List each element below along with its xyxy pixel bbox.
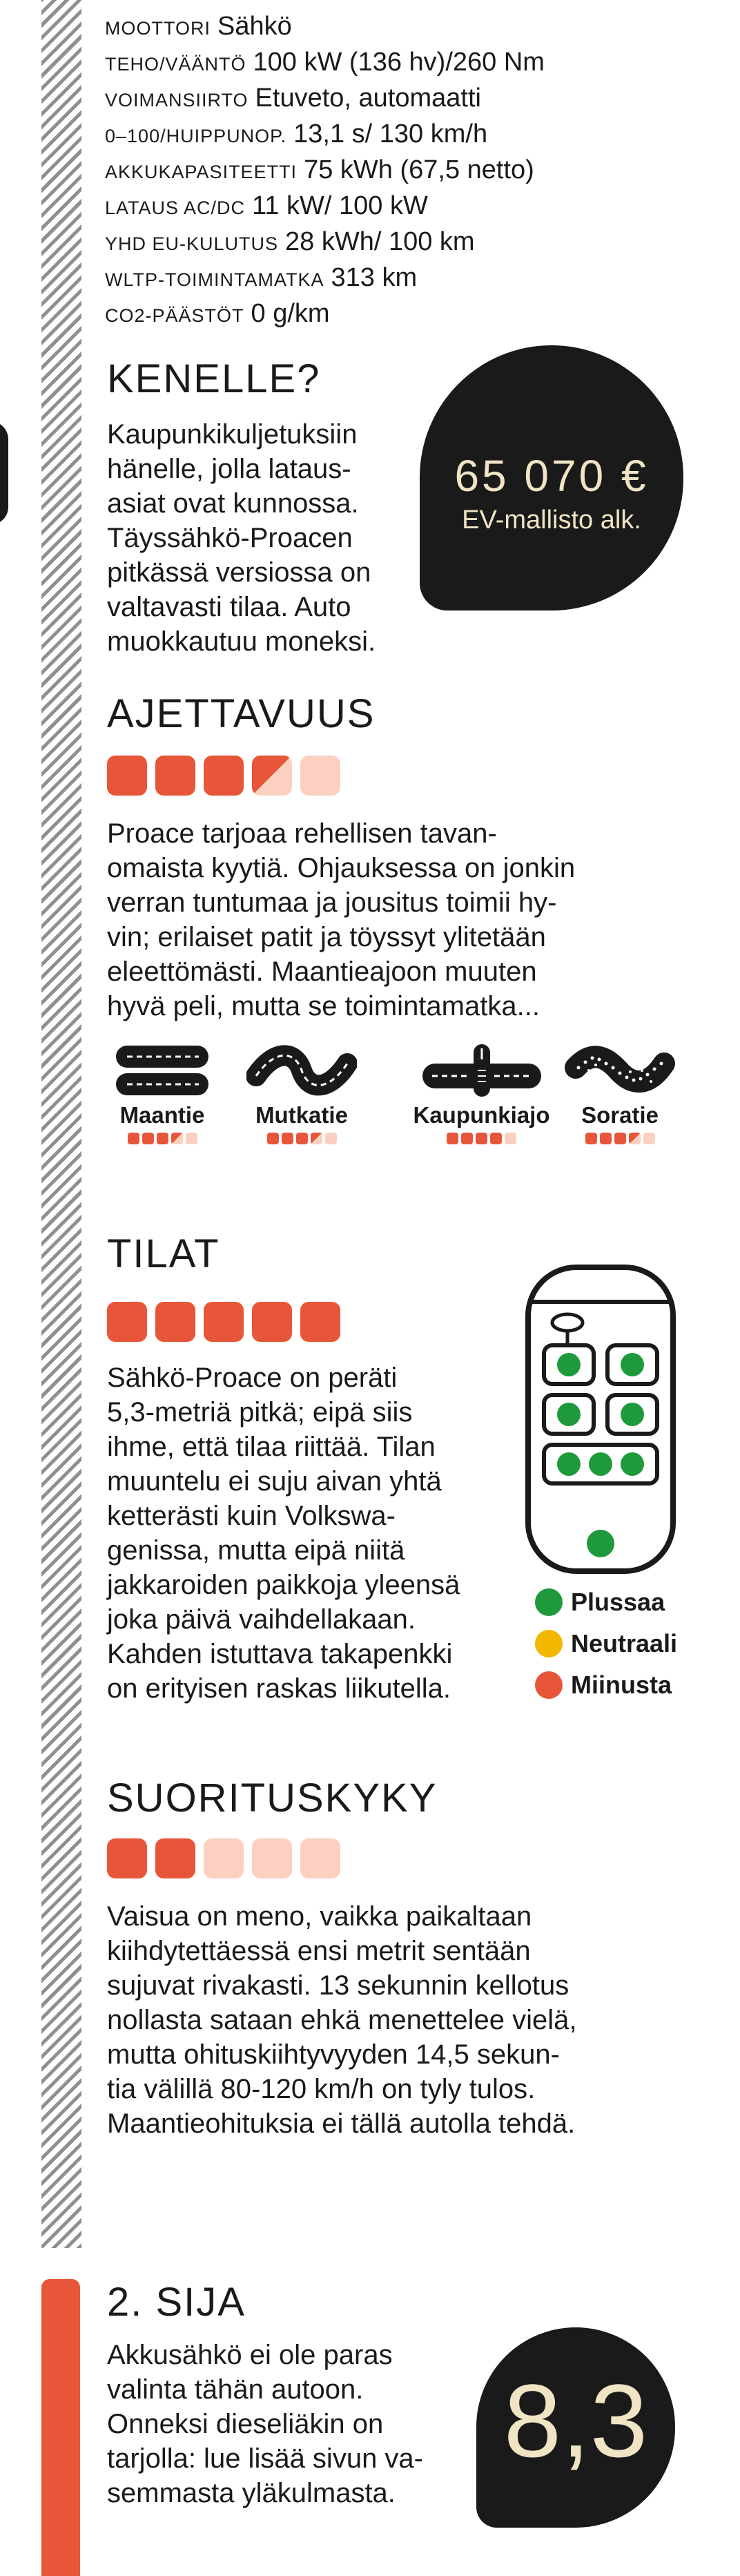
text-line: on erityisen raskas liikutella. bbox=[107, 1673, 451, 1704]
rating-square bbox=[252, 1838, 292, 1878]
text-line: hyvä peli, mutta se toimintamatka... bbox=[107, 991, 540, 1021]
spec-value: Etuveto, automaatti bbox=[255, 84, 481, 113]
rating-square bbox=[186, 1133, 197, 1144]
text-line: tarjolla: lue lisää sivun va- bbox=[107, 2443, 423, 2474]
text-line: Maantieohituksia ei tällä autolla tehdä. bbox=[107, 2108, 576, 2139]
text-line: semmasta yläkulmasta. bbox=[107, 2478, 396, 2508]
rating-square bbox=[300, 1838, 340, 1878]
spec-key: WLTP-TOIMINTAMATKA bbox=[105, 269, 324, 290]
text-line: valinta tähän autoon. bbox=[107, 2374, 364, 2405]
rating-square bbox=[204, 1838, 244, 1878]
rating-square bbox=[300, 756, 340, 796]
spec-key: AKKUKAPASITEETTI bbox=[105, 162, 298, 182]
rating-square bbox=[447, 1133, 458, 1144]
text-line: Vaisua on meno, vaikka paikaltaan bbox=[107, 1901, 532, 1932]
rating-square bbox=[107, 1838, 147, 1878]
rating-square bbox=[267, 1133, 279, 1144]
ajettavuus-text bbox=[107, 816, 575, 1023]
rating-square bbox=[128, 1133, 139, 1144]
text-line: genissa, mutta eipä niitä bbox=[107, 1535, 405, 1566]
rating-square bbox=[204, 756, 244, 796]
rating-square bbox=[476, 1133, 487, 1144]
text-line: nollasta sataan ehkä menettelee vielä, bbox=[107, 2005, 577, 2035]
road-maantie bbox=[107, 1043, 217, 1144]
winding-road-icon bbox=[246, 1043, 357, 1098]
text-line: asiat ovat kunnossa. bbox=[107, 488, 359, 519]
legend-label: Neutraali bbox=[571, 1629, 678, 1657]
seat-legend bbox=[535, 1582, 677, 1706]
spec-value: 11 kW/ 100 kW bbox=[252, 191, 428, 220]
rating-square bbox=[252, 756, 292, 796]
price-note: EV-mallisto alk. bbox=[462, 506, 641, 535]
text-line: tia välillä 80-120 km/h on tyly tulos. bbox=[107, 2074, 536, 2104]
text-line: Proace tarjoaa rehellisen tavan- bbox=[107, 818, 497, 849]
road-rating bbox=[243, 1133, 360, 1144]
spec-row bbox=[105, 116, 545, 152]
city-road-icon bbox=[421, 1043, 543, 1098]
rating-square bbox=[155, 1302, 195, 1342]
rating-square bbox=[643, 1133, 655, 1144]
spec-key: 0–100/HUIPPUNOP. bbox=[105, 126, 287, 146]
spec-list bbox=[105, 8, 545, 331]
text-line: muokkautuu moneksi. bbox=[107, 626, 376, 657]
rating-square bbox=[629, 1133, 641, 1144]
rating-square bbox=[614, 1133, 626, 1144]
spec-value: 100 kW (136 hv)/260 Nm bbox=[253, 48, 545, 77]
text-line: Täyssähkö-Proacen bbox=[107, 523, 353, 553]
ajettavuus-rating bbox=[107, 756, 340, 796]
rating-square bbox=[252, 1302, 292, 1342]
rating-square bbox=[157, 1133, 168, 1144]
text-line: omaista kyytiä. Ohjauksessa on jonkin bbox=[107, 853, 576, 883]
spec-row bbox=[105, 80, 545, 116]
legend-dot-neutral bbox=[535, 1630, 563, 1657]
text-line: hänelle, jolla lataus- bbox=[107, 454, 351, 484]
road-label: Mutkatie bbox=[255, 1102, 348, 1128]
spec-row bbox=[105, 152, 545, 188]
rating-square bbox=[505, 1133, 516, 1144]
spec-key: YHD EU-KULUTUS bbox=[105, 233, 279, 254]
seat-layout-diagram bbox=[525, 1264, 676, 1575]
text-line: ihme, että tilaa riittää. Tilan bbox=[107, 1432, 436, 1462]
rank-heading: 2. SIJA bbox=[107, 2280, 246, 2325]
road-soratie bbox=[565, 1043, 675, 1144]
spec-row bbox=[105, 188, 545, 224]
rating-square bbox=[107, 1302, 147, 1342]
text-line: kiihdytettäessä ensi metrit sentään bbox=[107, 1936, 531, 1966]
spec-key: MOOTTORI bbox=[105, 18, 211, 39]
text-line: Kaupunkikuljetuksiin bbox=[107, 419, 358, 450]
rating-square bbox=[325, 1133, 337, 1144]
text-line: jakkaroiden paikkoja yleensä bbox=[107, 1570, 460, 1600]
kenelle-heading: KENELLE? bbox=[107, 356, 321, 401]
suorituskyky-heading: SUORITUSKYKY bbox=[107, 1776, 438, 1820]
highway-road-icon bbox=[115, 1043, 210, 1098]
rating-square bbox=[155, 756, 195, 796]
text-line: eleettömästi. Maantieajoon muuten bbox=[107, 957, 537, 987]
road-rating bbox=[565, 1133, 675, 1144]
spec-row bbox=[105, 296, 545, 331]
text-line: joka päivä vaihdellakaan. bbox=[107, 1604, 416, 1635]
rating-square bbox=[311, 1133, 322, 1144]
rating-square bbox=[461, 1133, 473, 1144]
legend-dot-plus bbox=[535, 1588, 563, 1616]
spec-key: LATAUS AC/DC bbox=[105, 198, 246, 218]
rank-accent-bar bbox=[41, 2279, 80, 2576]
text-line: valtavasti tilaa. Auto bbox=[107, 592, 351, 622]
rating-square bbox=[585, 1133, 597, 1144]
rating-square bbox=[107, 756, 147, 796]
spec-row bbox=[105, 44, 545, 80]
text-line: Kahden istuttava takapenkki bbox=[107, 1639, 453, 1669]
text-line: Onneksi dieseliäkin on bbox=[107, 2409, 384, 2439]
spec-value: 313 km bbox=[331, 263, 418, 292]
text-line: muuntelu ei suju aivan yhtä bbox=[107, 1466, 442, 1497]
text-line: mutta ohituskiihtyvyyden 14,5 sekun- bbox=[107, 2039, 560, 2070]
road-label: Soratie bbox=[581, 1102, 659, 1128]
rating-square bbox=[204, 1302, 244, 1342]
legend-label: Miinusta bbox=[571, 1671, 672, 1699]
tilat-rating bbox=[107, 1302, 340, 1342]
text-line: Akkusähkö ei ole paras bbox=[107, 2340, 393, 2370]
spec-row bbox=[105, 260, 545, 296]
suorituskyky-text bbox=[107, 1899, 576, 2141]
rating-square bbox=[142, 1133, 154, 1144]
road-label: Maantie bbox=[119, 1102, 205, 1128]
text-line: pitkässä versiossa on bbox=[107, 557, 371, 588]
text-line: sujuvat rivakasti. 13 sekunnin kellotus bbox=[107, 1970, 569, 2001]
score-value: 8,3 bbox=[503, 2363, 648, 2479]
tilat-heading: TILAT bbox=[107, 1231, 220, 1276]
spec-key: VOIMANSIIRTO bbox=[105, 90, 249, 110]
text-line: ketterästi kuin Volkswa- bbox=[107, 1501, 396, 1531]
ajettavuus-heading: AJETTAVUUS bbox=[107, 691, 376, 736]
rank-text bbox=[107, 2338, 423, 2510]
rating-square bbox=[171, 1133, 183, 1144]
rating-square bbox=[490, 1133, 502, 1144]
rating-square bbox=[155, 1838, 195, 1878]
decorative-hatch-strip bbox=[41, 0, 81, 2248]
road-rating bbox=[107, 1133, 217, 1144]
spec-value: 28 kWh/ 100 km bbox=[285, 227, 475, 256]
legend-item bbox=[535, 1623, 677, 1664]
spec-value: 75 kWh (67,5 netto) bbox=[304, 155, 534, 184]
legend-label: Plussaa bbox=[571, 1588, 665, 1616]
text-line: Sähkö-Proace on peräti bbox=[107, 1363, 398, 1393]
price-value: 65 070 € bbox=[454, 451, 649, 501]
rating-square bbox=[296, 1133, 308, 1144]
gravel-road-icon bbox=[565, 1043, 675, 1098]
road-rating bbox=[397, 1133, 566, 1144]
spec-value: 0 g/km bbox=[251, 299, 330, 328]
spec-key: TEHO/VÄÄNTÖ bbox=[105, 54, 246, 75]
legend-item bbox=[535, 1664, 677, 1706]
decorative-edge-shape bbox=[0, 421, 8, 525]
price-badge bbox=[420, 345, 683, 611]
legend-dot-minus bbox=[535, 1671, 563, 1699]
text-line: verran tuntumaa ja jousitus toimii hy- bbox=[107, 887, 557, 918]
score-badge bbox=[476, 2327, 675, 2528]
legend-item bbox=[535, 1582, 677, 1623]
spec-key: CO2-PÄÄSTÖT bbox=[105, 305, 244, 326]
rating-square bbox=[300, 1302, 340, 1342]
road-mutkatie bbox=[243, 1043, 360, 1144]
tilat-text bbox=[107, 1361, 460, 1706]
rating-square bbox=[282, 1133, 293, 1144]
rating-square bbox=[600, 1133, 612, 1144]
spec-value: 13,1 s/ 130 km/h bbox=[293, 119, 488, 148]
text-line: vin; erilaiset patit ja töyssyt ylitetään bbox=[107, 922, 546, 952]
spec-value: Sähkö bbox=[217, 12, 292, 41]
suorituskyky-rating bbox=[107, 1838, 340, 1878]
spec-row bbox=[105, 8, 545, 44]
kenelle-text bbox=[107, 417, 376, 659]
spec-row bbox=[105, 224, 545, 260]
road-kaupunkiajo bbox=[397, 1043, 566, 1144]
road-label: Kaupunkiajo bbox=[413, 1102, 550, 1128]
text-line: 5,3-metriä pitkä; eipä siis bbox=[107, 1397, 413, 1428]
